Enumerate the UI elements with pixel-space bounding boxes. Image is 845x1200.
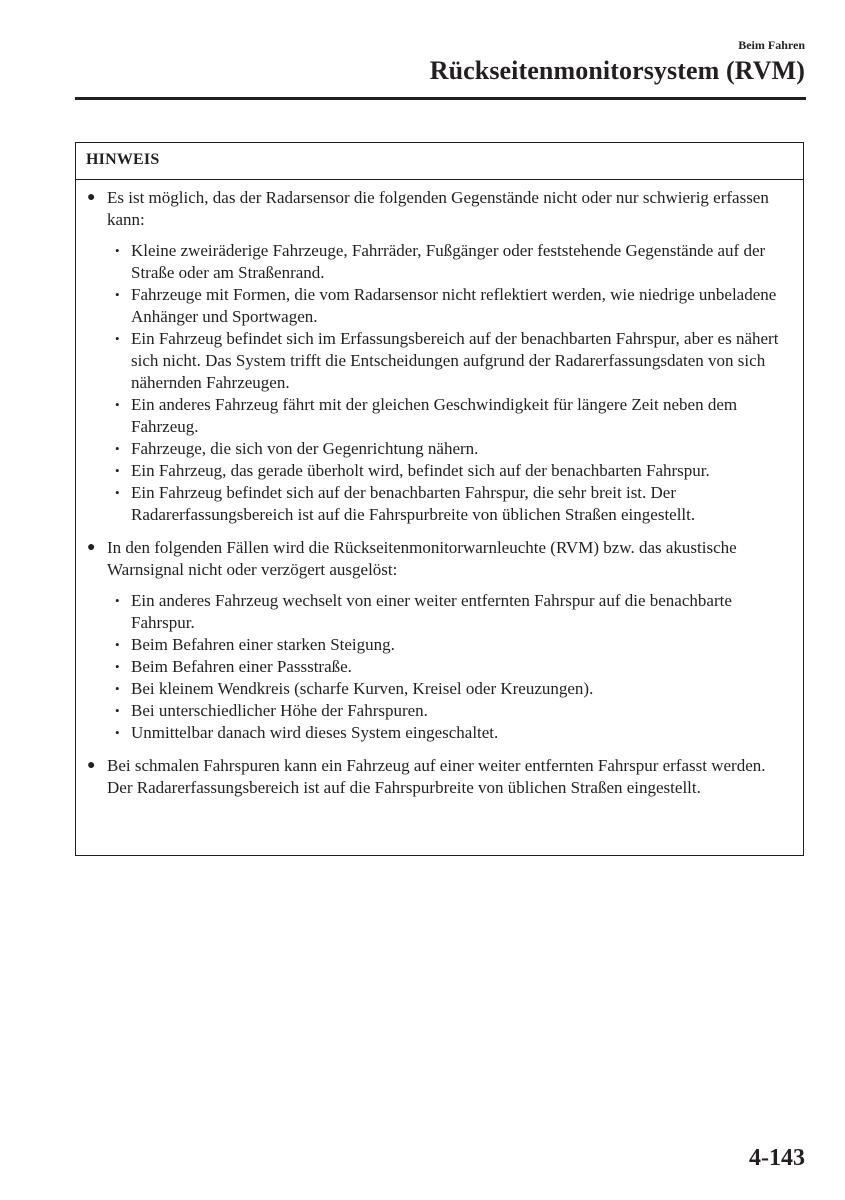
list-item bbox=[107, 482, 789, 526]
sub-bullet-icon: • bbox=[115, 287, 120, 302]
list-item-text: Ein Fahrzeug befindet sich im Erfassungsbereich auf der benachbarten Fahrspur, aber es nähert sich nicht. Das System trifft die Entscheidungen aufgrund der Radarerfassungsdaten von sich nähernden Fahrzeugen. bbox=[131, 329, 779, 392]
list-item-text: Ein anderes Fahrzeug fährt mit der gleichen Geschwindigkeit für längere Zeit neben dem Fahrzeug. bbox=[131, 395, 738, 436]
list-item bbox=[107, 394, 789, 438]
note-paragraph bbox=[86, 187, 789, 526]
bullet-icon: ● bbox=[87, 758, 96, 773]
list-item bbox=[107, 634, 789, 656]
list-item-text: Fahrzeuge, die sich von der Gegenrichtung nähern. bbox=[131, 439, 479, 458]
list-item bbox=[107, 700, 789, 722]
bullet-icon: ● bbox=[87, 190, 96, 205]
page-number: 4-143 bbox=[749, 1145, 805, 1171]
list-item-text: Beim Befahren einer Passstraße. bbox=[131, 657, 352, 676]
sub-bullet-icon: • bbox=[115, 485, 120, 500]
sub-bullet-icon: • bbox=[115, 725, 120, 740]
list-item-text: Kleine zweiräderige Fahrzeuge, Fahrräder, Fußgänger oder feststehende Gegenstände auf der Straße oder am Straßenrand. bbox=[131, 241, 766, 282]
list-item bbox=[107, 590, 789, 634]
list-item-text: Ein anderes Fahrzeug wechselt von einer weiter entfernten Fahrspur auf die benachbarte Fahrspur. bbox=[131, 591, 732, 632]
note-box bbox=[75, 142, 804, 856]
sub-bullet-icon: • bbox=[115, 681, 120, 696]
page-title: Rückseitenmonitorsystem (RVM) bbox=[429, 56, 805, 85]
list-item-text: Fahrzeuge mit Formen, die vom Radarsensor nicht reflektiert werden, wie niedrige unbeladene Anhänger und Sportwagen. bbox=[131, 285, 777, 326]
sub-list bbox=[107, 590, 789, 744]
list-item bbox=[107, 678, 789, 700]
list-item-text: Ein Fahrzeug, das gerade überholt wird, befindet sich auf der benachbarten Fahrspur. bbox=[131, 461, 710, 480]
list-item bbox=[107, 656, 789, 678]
list-item-text: Unmittelbar danach wird dieses System eingeschaltet. bbox=[131, 723, 499, 742]
sub-bullet-icon: • bbox=[115, 703, 120, 718]
paragraph-text: In den folgenden Fällen wird die Rückseitenmonitorwarnleuchte (RVM) bzw. das akustische Warnsignal nicht oder verzögert ausgelöst: bbox=[107, 538, 737, 579]
list-item-text: Bei kleinem Wendkreis (scharfe Kurven, Kreisel oder Kreuzungen). bbox=[131, 679, 594, 698]
sub-list bbox=[107, 240, 789, 526]
list-item bbox=[107, 328, 789, 394]
list-item bbox=[107, 722, 789, 744]
sub-bullet-icon: • bbox=[115, 243, 120, 258]
list-item-text: Ein Fahrzeug befindet sich auf der benachbarten Fahrspur, die sehr breit ist. Der Radarerfassungsbereich ist auf die Fahrspurbreite von üblichen Straßen eingestellt. bbox=[131, 483, 696, 524]
sub-bullet-icon: • bbox=[115, 397, 120, 412]
list-item-text: Bei unterschiedlicher Höhe der Fahrspuren. bbox=[131, 701, 428, 720]
note-paragraph bbox=[86, 537, 789, 744]
list-item bbox=[107, 284, 789, 328]
section-label: Beim Fahren bbox=[738, 38, 805, 52]
sub-bullet-icon: • bbox=[115, 441, 120, 456]
sub-bullet-icon: • bbox=[115, 659, 120, 674]
paragraph-text: Es ist möglich, das der Radarsensor die folgenden Gegenstände nicht oder nur schwierig erfassen kann: bbox=[107, 188, 769, 229]
list-item-text: Beim Befahren einer starken Steigung. bbox=[131, 635, 395, 654]
title-rule bbox=[75, 97, 806, 100]
note-header: HINWEIS bbox=[76, 143, 803, 180]
sub-bullet-icon: • bbox=[115, 637, 120, 652]
paragraph-text: Bei schmalen Fahrspuren kann ein Fahrzeug auf einer weiter entfernten Fahrspur erfasst werden. Der Radarerfassungsbereich ist auf die Fahrspurbreite von üblichen Straßen eingestellt. bbox=[107, 756, 766, 797]
note-body bbox=[76, 180, 803, 799]
sub-bullet-icon: • bbox=[115, 331, 120, 346]
list-item bbox=[107, 460, 789, 482]
sub-bullet-icon: • bbox=[115, 593, 120, 608]
sub-bullet-icon: • bbox=[115, 463, 120, 478]
bullet-icon: ● bbox=[87, 540, 96, 555]
note-paragraph bbox=[86, 755, 789, 799]
list-item bbox=[107, 240, 789, 284]
list-item bbox=[107, 438, 789, 460]
